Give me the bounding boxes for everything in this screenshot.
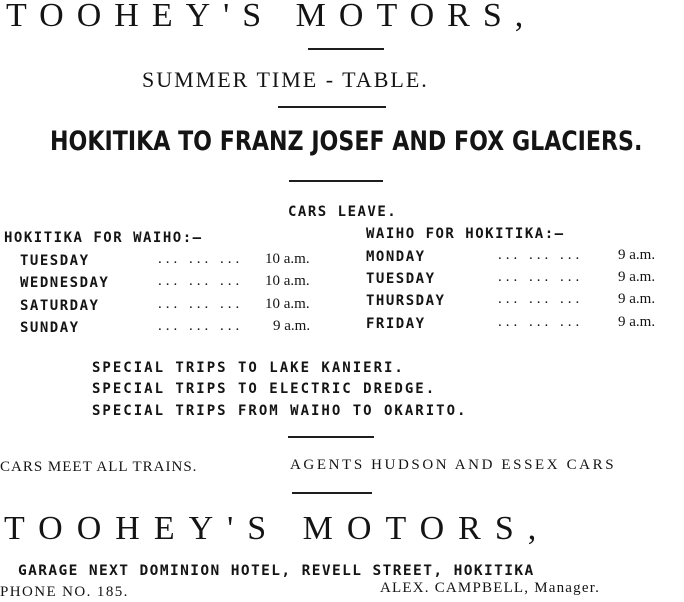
cars-leave-label: CARS LEAVE. [288, 204, 398, 220]
divider [308, 48, 384, 50]
right-row-dots: ... ... ... [498, 314, 584, 330]
right-row-dots: ... ... ... [498, 247, 584, 263]
agents-notice: AGENTS HUDSON AND ESSEX CARS [290, 457, 617, 473]
divider [288, 436, 374, 438]
left-row-day: SATURDAY [20, 298, 100, 314]
left-row-day: TUESDAY [20, 253, 90, 269]
right-row-day: THURSDAY [366, 293, 446, 309]
right-row-time: 9 a.m. [618, 291, 656, 307]
timetable-subtitle: SUMMER TIME - TABLE. [142, 67, 429, 92]
right-row-day: FRIDAY [366, 316, 426, 332]
right-row-time: 9 a.m. [618, 247, 656, 263]
footer-company-title: TOOHEY'S MOTORS, [4, 510, 551, 547]
special-trip-item: SPECIAL TRIPS TO ELECTRIC DREDGE. [92, 381, 437, 397]
trains-notice: CARS MEET ALL TRAINS. [0, 459, 198, 475]
right-heading: WAIHO FOR HOKITIKA:— [366, 226, 565, 242]
company-title: TOOHEY'S MOTORS, [6, 0, 537, 34]
right-row-day: MONDAY [366, 249, 426, 265]
right-row-day: TUESDAY [366, 271, 436, 287]
left-row-dots: ... ... ... [158, 296, 244, 312]
left-row-time: 10 a.m. [265, 273, 310, 289]
special-trip-item: SPECIAL TRIPS FROM WAIHO TO OKARITO. [92, 403, 468, 419]
divider [289, 180, 383, 182]
phone-number: PHONE NO. 185. [0, 584, 129, 600]
special-trip-item: SPECIAL TRIPS TO LAKE KANIERI. [92, 360, 405, 376]
right-row-time: 9 a.m. [618, 314, 656, 330]
left-heading: HOKITIKA FOR WAIHO:— [4, 230, 203, 246]
right-row-time: 9 a.m. [618, 269, 656, 285]
manager-name: ALEX. CAMPBELL, Manager. [380, 580, 601, 596]
left-row-day: SUNDAY [20, 320, 80, 336]
left-row-day: WEDNESDAY [20, 275, 110, 291]
left-row-dots: ... ... ... [158, 318, 244, 334]
left-row-dots: ... ... ... [158, 251, 244, 267]
right-row-dots: ... ... ... [498, 269, 584, 285]
divider [278, 106, 386, 108]
left-row-time: 10 a.m. [265, 296, 310, 312]
left-row-time: 10 a.m. [265, 251, 310, 267]
left-row-dots: ... ... ... [158, 273, 244, 289]
route-headline: HOKITIKA TO FRANZ JOSEF AND FOX GLACIERS. [50, 126, 643, 157]
left-row-time: 9 a.m. [273, 318, 311, 334]
right-row-dots: ... ... ... [498, 291, 584, 307]
divider [292, 492, 372, 494]
garage-address: GARAGE NEXT DOMINION HOTEL, REVELL STREET, HOKITIKA [18, 563, 535, 579]
